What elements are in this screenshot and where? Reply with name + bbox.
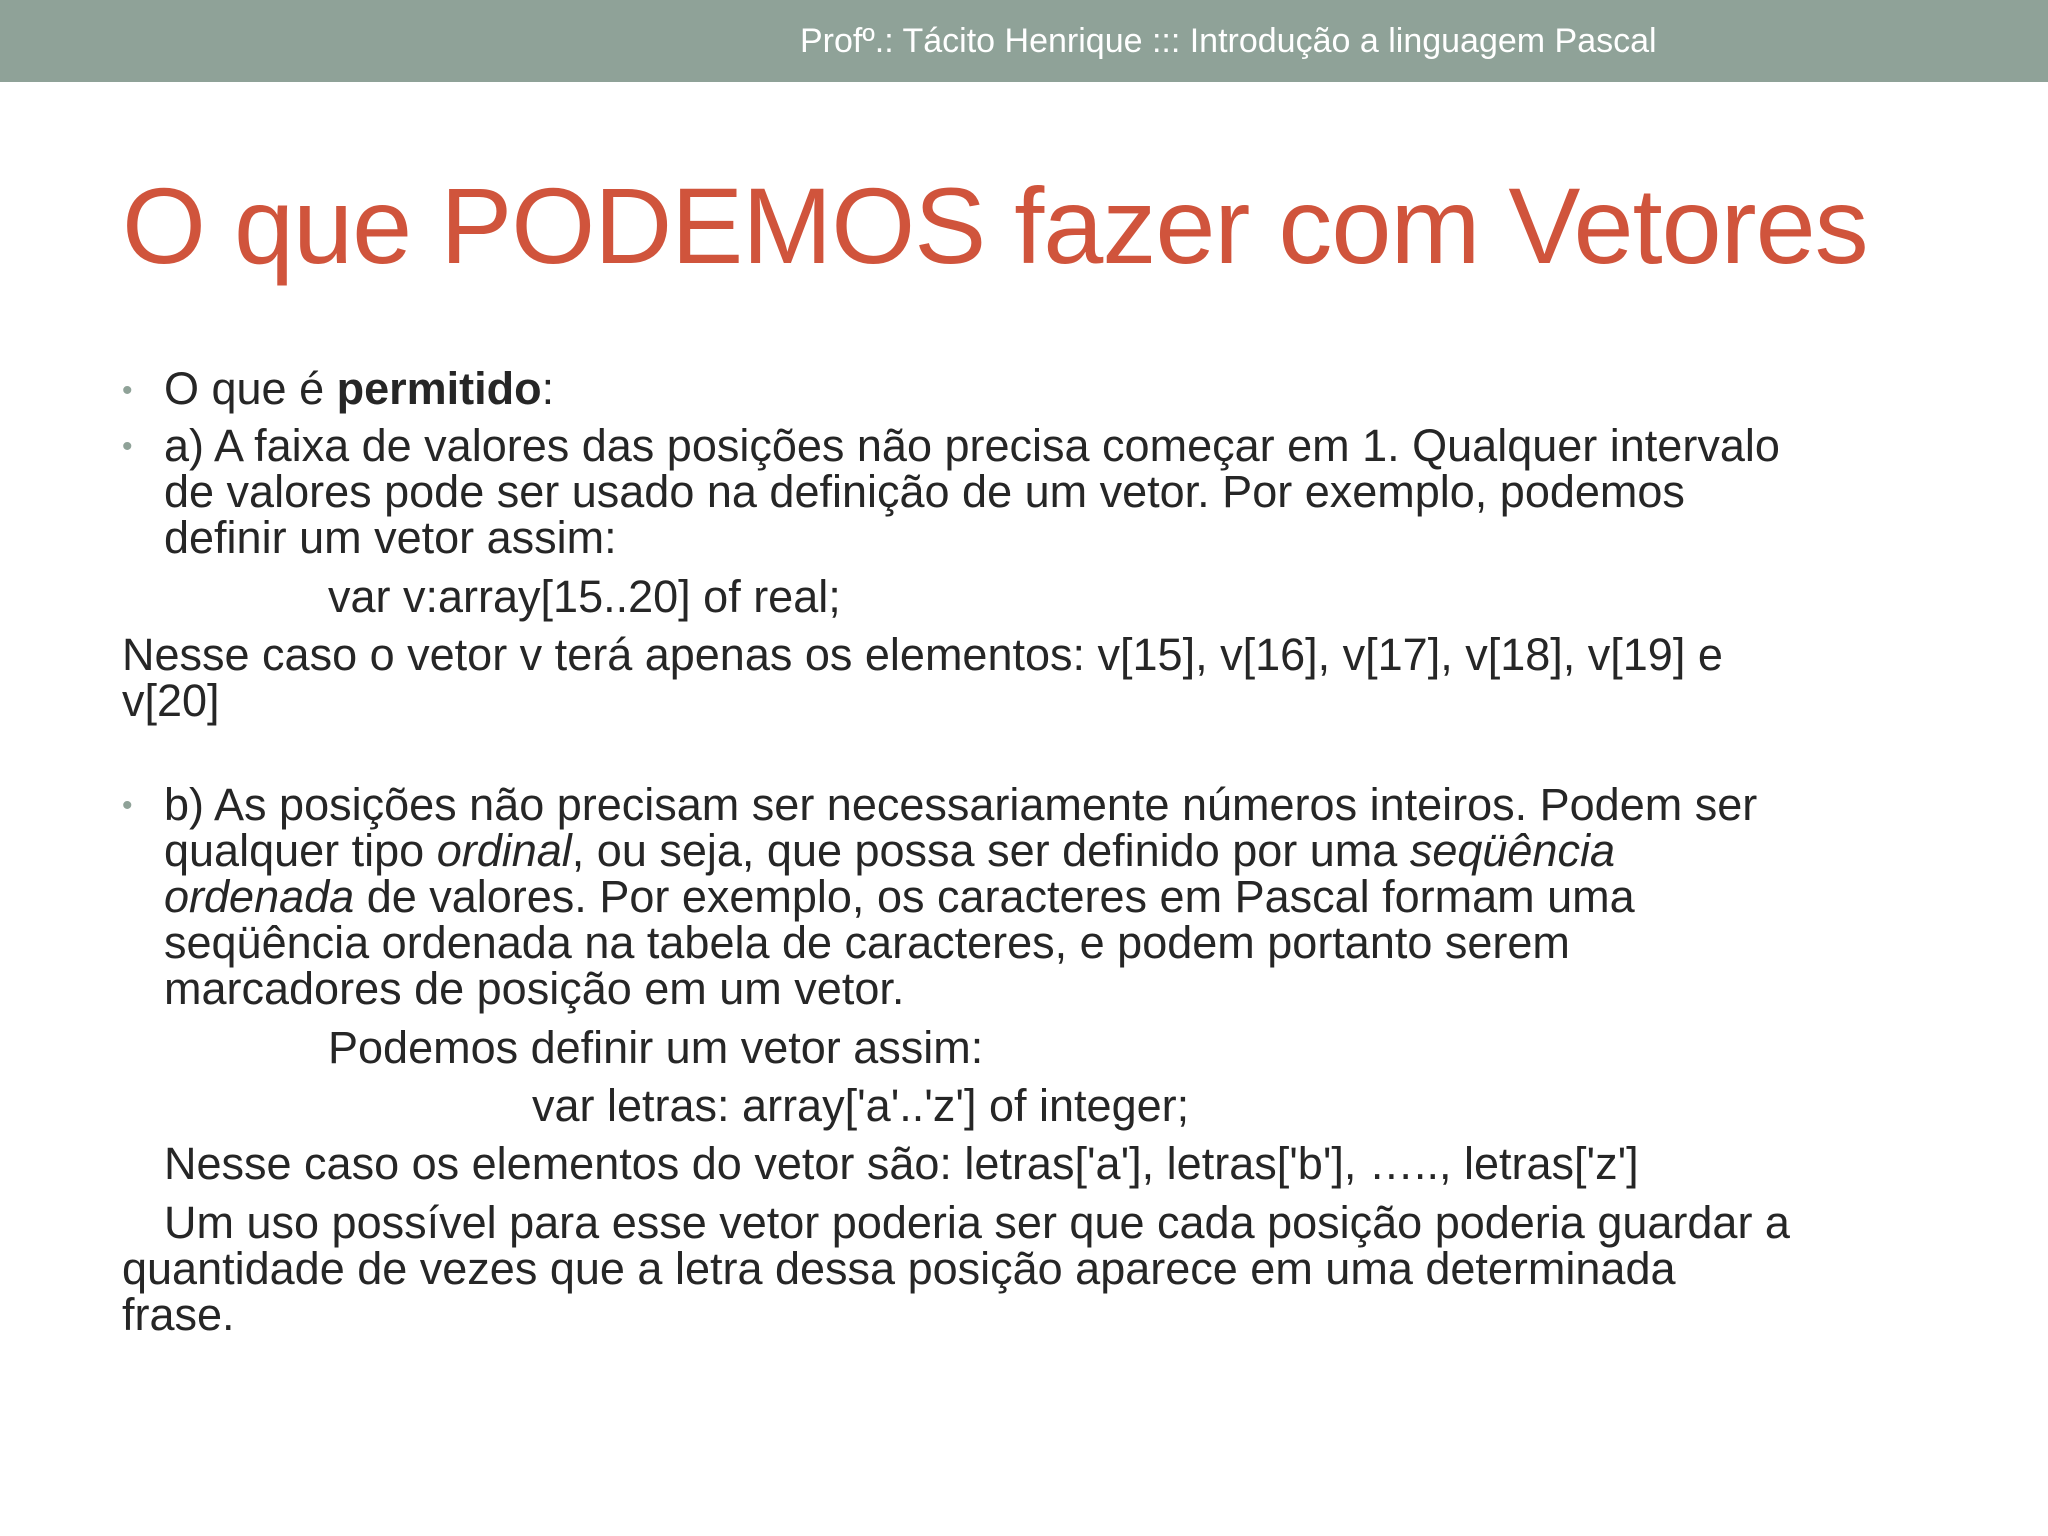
- slide-title: O que PODEMOS fazer com Vetores: [122, 165, 1868, 286]
- item-a-note-2: v[20]: [122, 675, 220, 726]
- item-b-line-4: seqüência ordenada na tabela de caracteres, e podem portanto serem: [164, 917, 1570, 968]
- item-a-line-3: definir um vetor assim:: [164, 512, 617, 563]
- item-b-use-1: Um uso possível para esse vetor poderia ser que cada posição poderia guardar a: [164, 1197, 1790, 1248]
- item-b-italic-sequencia: seqüência: [1409, 825, 1615, 876]
- item-b-use-2: quantidade de vezes que a letra dessa posição aparece em uma determinada: [122, 1243, 1676, 1294]
- bullet-icon: •: [122, 430, 133, 463]
- item-b-code: var letras: array['a'..'z'] of integer;: [532, 1080, 1190, 1131]
- item-a-code: var v:array[15..20] of real;: [328, 571, 841, 622]
- item-b-italic-ordenada: ordenada: [164, 871, 355, 922]
- item-a-note-1: Nesse caso o vetor v terá apenas os elementos: v[15], v[16], v[17], v[18], v[19] e: [122, 629, 1723, 680]
- item-b-italic-ordinal: ordinal: [436, 825, 572, 876]
- item-b-line-1: b) As posições não precisam ser necessariamente números inteiros. Podem ser: [164, 779, 1758, 830]
- item-b-line-3: [164, 871, 1635, 922]
- bullet-item-permitted: [164, 363, 555, 414]
- item-b-line-2: [164, 825, 1615, 876]
- item-a-line-1: a) A faixa de valores das posições não precisa começar em 1. Qualquer intervalo: [164, 420, 1780, 471]
- item-b-elements: Nesse caso os elementos do vetor são: letras['a'], letras['b'], ….., letras['z']: [164, 1138, 1639, 1189]
- item-b-line-2-mid: , ou seja, que possa ser definido por uma: [571, 825, 1410, 876]
- item-a-line-2: de valores pode ser usado na definição de um vetor. Por exemplo, podemos: [164, 466, 1685, 517]
- item-b-line-3-post: de valores. Por exemplo, os caracteres em Pascal formam uma: [354, 871, 1635, 922]
- item0-bold: permitido: [336, 363, 542, 414]
- header-text: Profº.: Tácito Henrique ::: Introdução a linguagem Pascal: [800, 22, 1657, 60]
- item0-pre: O que é: [164, 363, 337, 414]
- item-b-line-5: marcadores de posição em um vetor.: [164, 963, 905, 1014]
- item-b-use-3: frase.: [122, 1289, 235, 1340]
- bullet-icon: •: [122, 789, 133, 822]
- item-b-line-2-pre: qualquer tipo: [164, 825, 437, 876]
- item0-post: :: [541, 363, 555, 414]
- item-b-define: Podemos definir um vetor assim:: [328, 1022, 984, 1073]
- bullet-icon: •: [122, 374, 133, 407]
